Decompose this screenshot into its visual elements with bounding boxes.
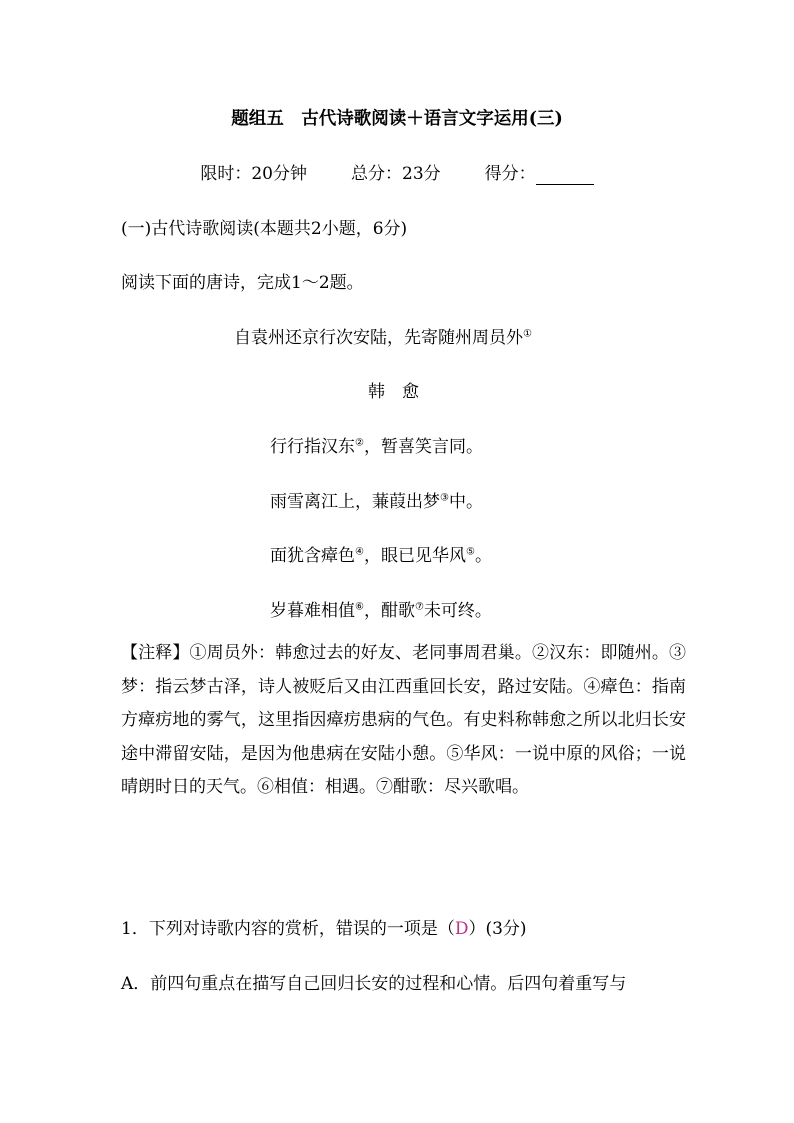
option-a: A．前四句重点在描写自己回归长安的过程和心情。后四句着重写与 <box>121 974 627 994</box>
time-limit: 限时：20分钟 <box>200 164 307 184</box>
footnote-ref: ⑦ <box>414 601 424 613</box>
poem-title: 自袁州还京行次安陆，先寄随州周员外① <box>234 328 532 348</box>
annotation-notes: 【注释】①周员外：韩愈过去的好友、老同事周君巢。②汉东：即随州。③梦：指云梦古泽，诗人被贬后又由江西重回长安，路过安陆。④瘴色：指南方瘴疠地的雾气，这里指因瘴疠患病的气色。有史料称韩愈之所以北归长安途中滞留安陆，是因为他患病在安陆小憩。⑤华风：一说中原的风俗；一说晴朗时日的天气。⑥相值：相遇。⑦酣歌：尽兴歌唱。 <box>121 643 686 797</box>
poem-line-1: 行行指汉东②，暂喜笑言同。 <box>270 437 483 457</box>
footnote-ref: ④ <box>355 546 364 558</box>
score-blank <box>536 166 594 185</box>
score-label: 得分： <box>484 164 536 184</box>
section-heading: (一)古代诗歌阅读(本题共2小题，6分) <box>121 219 408 239</box>
score-info-row <box>0 163 794 185</box>
footnote-ref: ② <box>355 437 364 449</box>
footnote-ref: ⑤ <box>465 546 475 558</box>
instruction: 阅读下面的唐诗，完成1～2题。 <box>121 273 364 293</box>
poem-line-4: 岁暮难相值⑥，酣歌⑦未可终。 <box>270 601 492 621</box>
poem-line-3: 面犹含瘴色④，眼已见华风⑤。 <box>270 546 492 566</box>
footnote-ref: ① <box>523 328 532 340</box>
total-score: 总分：23分 <box>351 164 441 184</box>
poem-author: 韩 愈 <box>368 382 419 402</box>
question-1: 1．下列对诗歌内容的赏析，错误的一项是（D）(3分) <box>121 919 527 939</box>
footnote-ref: ③ <box>440 492 449 504</box>
footnote-ref: ⑥ <box>355 601 364 613</box>
answer-choice: D <box>454 919 469 939</box>
page-title: 题组五 古代诗歌阅读＋语言文字运用(三) <box>231 109 563 129</box>
poem-line-2: 雨雪离江上，蒹葭出梦③中。 <box>270 492 483 512</box>
